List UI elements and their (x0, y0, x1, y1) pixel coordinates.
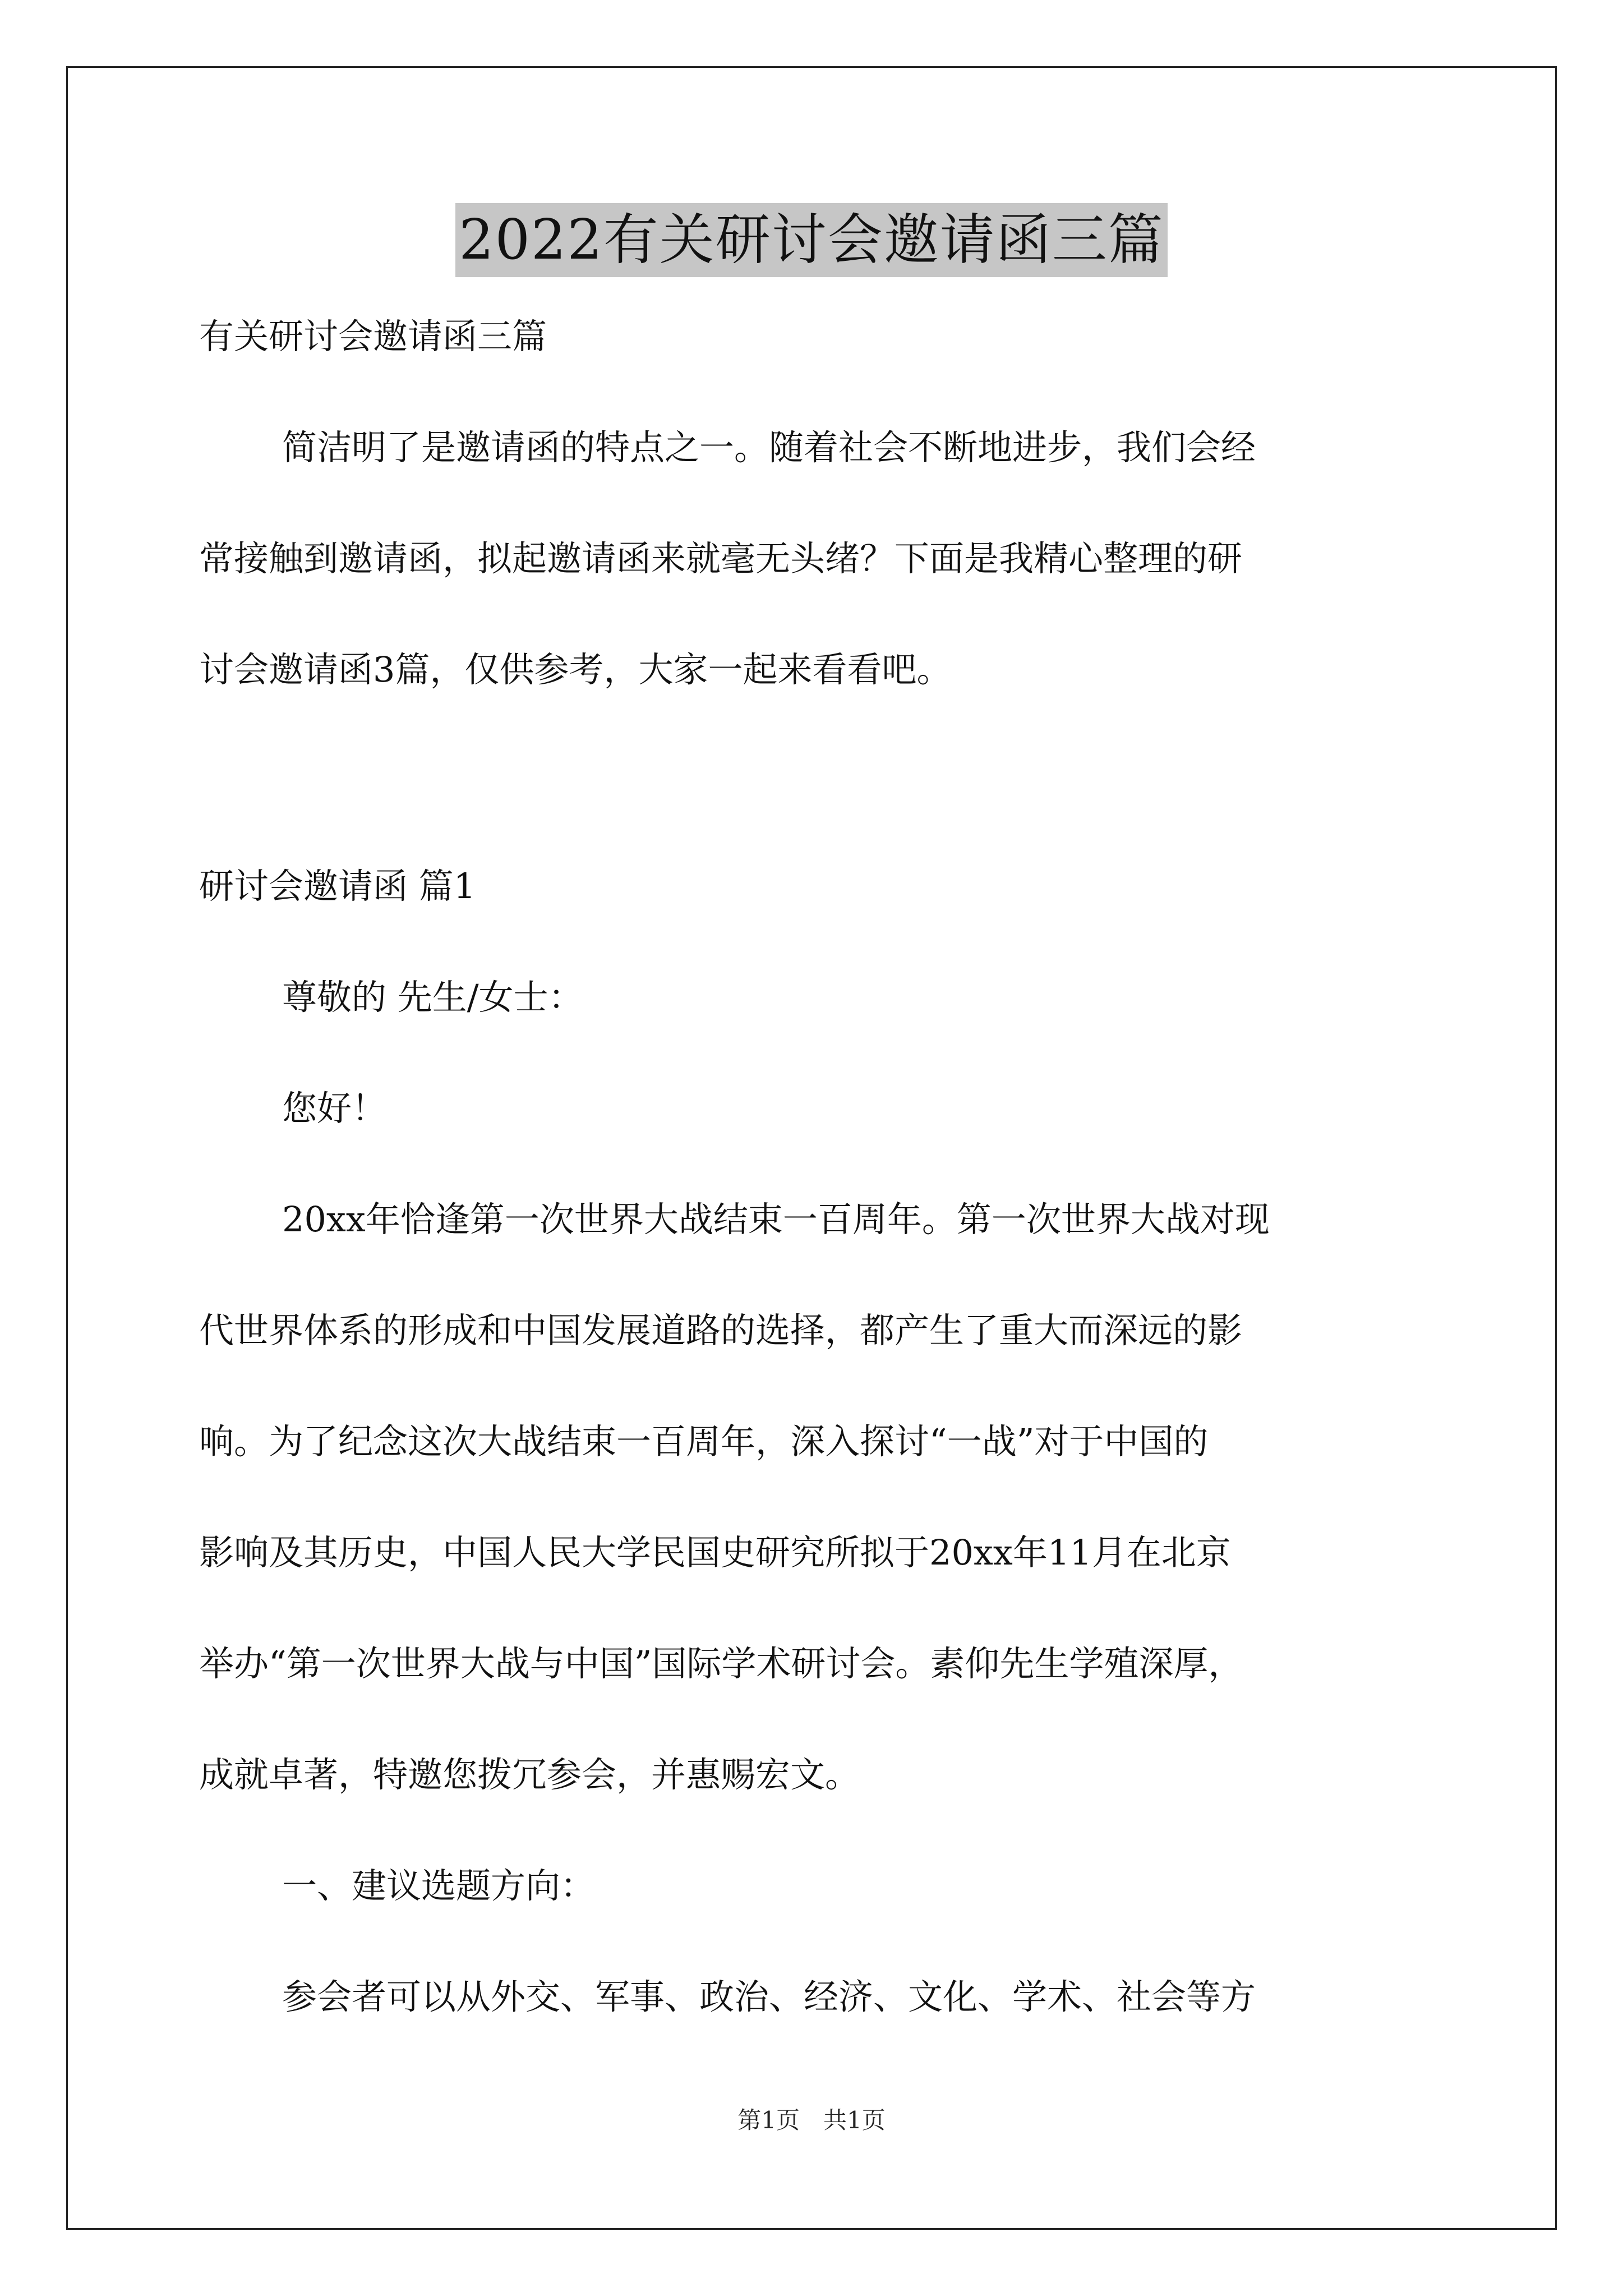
paragraph-line: 常接触到邀请函，拟起邀请函来就毫无头绪？下面是我精心整理的研 (199, 538, 1243, 579)
salutation-line: 尊敬的 先生/女士： (282, 977, 583, 1018)
paragraph-line: 讨会邀请函3篇，仅供参考，大家一起来看看吧。 (199, 649, 952, 690)
paragraph-line: 影响及其历史，中国人民大学民国史研究所拟于20xx年11月在北京 (199, 1532, 1231, 1573)
list-heading: 一、建议选题方向： (282, 1865, 596, 1906)
page-number-footer: 第1页 共1页 (737, 2106, 886, 2134)
subtitle-line: 有关研讨会邀请函三篇 (199, 316, 547, 357)
document-title: 2022有关研讨会邀请函三篇 (455, 203, 1167, 277)
greeting-line: 您好！ (282, 1088, 387, 1129)
paragraph-line: 简洁明了是邀请函的特点之一。随着社会不断地进步，我们会经 (282, 427, 1256, 468)
paragraph-line: 20xx年恰逢第一次世界大战结束一百周年。第一次世界大战对现 (282, 1199, 1270, 1240)
paragraph-line: 参会者可以从外交、军事、政治、经济、文化、学术、社会等方 (282, 1976, 1256, 2017)
paragraph-line: 成就卓著，特邀您拨冗参会，并惠赐宏文。 (199, 1754, 860, 1795)
title-container (0, 203, 1623, 277)
paragraph-line: 响。为了纪念这次大战结束一百周年，深入探讨“一战”对于中国的 (199, 1421, 1209, 1462)
section-heading: 研讨会邀请函 篇1 (199, 866, 476, 907)
paragraph-line: 举办“第一次世界大战与中国”国际学术研讨会。素仰先生学殖深厚， (199, 1643, 1243, 1684)
paragraph-line: 代世界体系的形成和中国发展道路的选择，都产生了重大而深远的影 (199, 1310, 1243, 1351)
